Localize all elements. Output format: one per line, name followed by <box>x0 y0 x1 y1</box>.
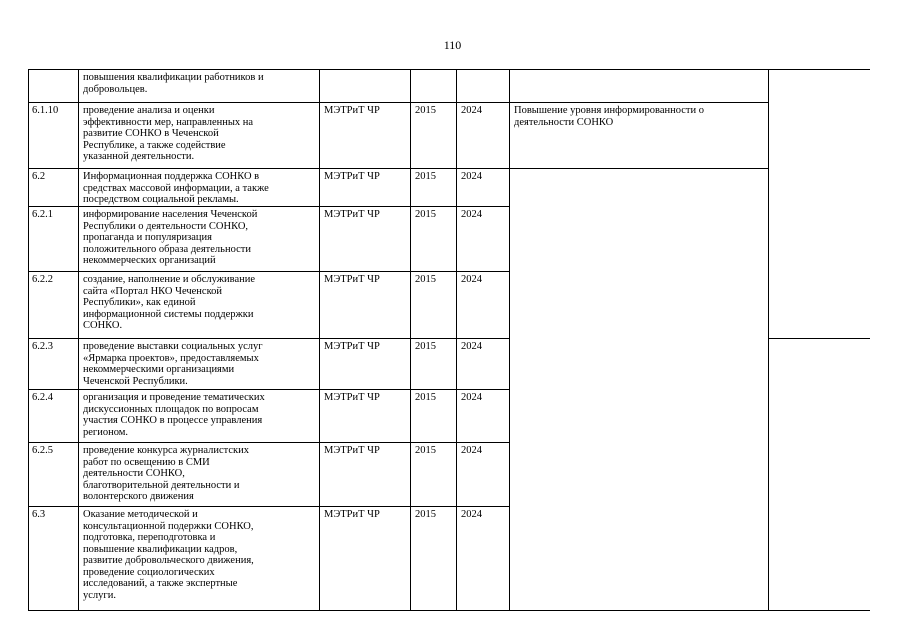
cell-start-year <box>411 339 457 390</box>
cell-end-year <box>457 507 510 611</box>
row-number: 6.2.5 <box>32 445 53 456</box>
executor-text: МЭТРиТ ЧР <box>324 274 380 285</box>
cell-end-year <box>457 339 510 390</box>
executor-text: МЭТРиТ ЧР <box>324 509 380 520</box>
executor-text: МЭТРиТ ЧР <box>324 341 380 352</box>
end-year: 2024 <box>461 341 482 352</box>
row-number: 6.2.2 <box>32 274 53 285</box>
cell-end-year <box>457 272 510 339</box>
cell-result <box>510 103 769 169</box>
program-activities-table <box>28 69 870 611</box>
cell-description <box>79 70 320 103</box>
cell-num <box>29 103 79 169</box>
cell-description <box>79 103 320 169</box>
cell-description <box>79 207 320 272</box>
start-year: 2015 <box>415 445 436 456</box>
executor-text: МЭТРиТ ЧР <box>324 171 380 182</box>
executor-text: МЭТРиТ ЧР <box>324 209 380 220</box>
cell-start-year <box>411 390 457 443</box>
page-number: 110 <box>443 38 462 52</box>
cell-indicator-top <box>769 70 870 339</box>
cell-start-year <box>411 507 457 611</box>
cell-num <box>29 207 79 272</box>
end-year: 2024 <box>461 392 482 403</box>
description-text: проведение анализа и оценки эффективности мер, направленных на развитие СОНКО в Чеченской Республике, а также содействие указанной деятельности. <box>83 105 254 162</box>
cell-start-year <box>411 103 457 169</box>
cell-executor <box>320 169 411 207</box>
cell-start-year <box>411 443 457 507</box>
cell-executor <box>320 207 411 272</box>
description-text: организация и проведение тематических дискуссионных площадок по вопросам участия СОНКО в процессе управления регионом. <box>83 392 265 438</box>
table-row <box>29 103 870 169</box>
cell-description <box>79 339 320 390</box>
cell-end-year <box>457 207 510 272</box>
cell-num <box>29 169 79 207</box>
cell-indicator-bottom <box>769 339 870 611</box>
cell-num <box>29 70 79 103</box>
start-year: 2015 <box>415 274 436 285</box>
cell-end-year <box>457 390 510 443</box>
description-text: повышения квалификации работников и добровольцев. <box>83 72 264 95</box>
row-number: 6.2.1 <box>32 209 53 220</box>
end-year: 2024 <box>461 445 482 456</box>
executor-text: МЭТРиТ ЧР <box>324 105 380 116</box>
cell-num <box>29 339 79 390</box>
cell-num <box>29 507 79 611</box>
cell-num <box>29 390 79 443</box>
row-number: 6.3 <box>32 509 46 520</box>
cell-start-year <box>411 272 457 339</box>
cell-executor <box>320 103 411 169</box>
start-year: 2015 <box>415 209 436 220</box>
cell-result <box>510 70 769 103</box>
cell-end-year <box>457 443 510 507</box>
start-year: 2015 <box>415 105 436 116</box>
cell-description <box>79 443 320 507</box>
cell-description <box>79 272 320 339</box>
cell-num <box>29 272 79 339</box>
cell-end-year <box>457 169 510 207</box>
description-text: Информационная поддержка СОНКО в средствах массовой информации, а также посредством социальной рекламы. <box>83 171 269 205</box>
cell-start-year <box>411 70 457 103</box>
cell-description <box>79 390 320 443</box>
cell-start-year <box>411 169 457 207</box>
description-text: проведение выставки социальных услуг «Ярмарка проектов», предоставляемых некоммерческими организациями Чеченской Республики. <box>83 341 263 387</box>
cell-result-merged <box>510 169 769 611</box>
description-text: создание, наполнение и обслуживание сайта «Портал НКО Чеченской Республики», как единой информационной системы поддержки СОНКО. <box>83 274 256 331</box>
end-year: 2024 <box>461 105 482 116</box>
cell-end-year <box>457 70 510 103</box>
cell-start-year <box>411 207 457 272</box>
executor-text: МЭТРиТ ЧР <box>324 392 380 403</box>
table-row <box>29 169 870 207</box>
end-year: 2024 <box>461 171 482 182</box>
cell-end-year <box>457 103 510 169</box>
row-number: 6.1.10 <box>32 105 59 116</box>
description-text: информирование населения Чеченской Республики о деятельности СОНКО, пропаганда и популяризация положительного образа деятельности некоммерческих организаций <box>83 209 258 266</box>
row-number: 6.2 <box>32 171 46 182</box>
result-text: Повышение уровня информированности о деятельности СОНКО <box>514 105 705 128</box>
cell-num <box>29 443 79 507</box>
description-text: Оказание методической и консультационной подержки СОНКО, подготовка, переподготовка и повышение квалификации кадров, развитие добровольческого движения, проведение социологических исследований, а также экспертные услуги. <box>83 509 254 601</box>
start-year: 2015 <box>415 509 436 520</box>
end-year: 2024 <box>461 509 482 520</box>
end-year: 2024 <box>461 209 482 220</box>
cell-executor <box>320 390 411 443</box>
cell-executor <box>320 507 411 611</box>
cell-executor <box>320 272 411 339</box>
cell-executor <box>320 70 411 103</box>
cell-executor <box>320 339 411 390</box>
executor-text: МЭТРиТ ЧР <box>324 445 380 456</box>
start-year: 2015 <box>415 341 436 352</box>
start-year: 2015 <box>415 392 436 403</box>
cell-description <box>79 169 320 207</box>
start-year: 2015 <box>415 171 436 182</box>
row-number: 6.2.3 <box>32 341 53 352</box>
description-text: проведение конкурса журналистских работ по освещению в СМИ деятельности СОНКО, благотворительной деятельности и волонтерского движения <box>83 445 250 502</box>
table-row-continued <box>29 70 870 103</box>
cell-executor <box>320 443 411 507</box>
end-year: 2024 <box>461 274 482 285</box>
cell-description <box>79 507 320 611</box>
row-number: 6.2.4 <box>32 392 53 403</box>
